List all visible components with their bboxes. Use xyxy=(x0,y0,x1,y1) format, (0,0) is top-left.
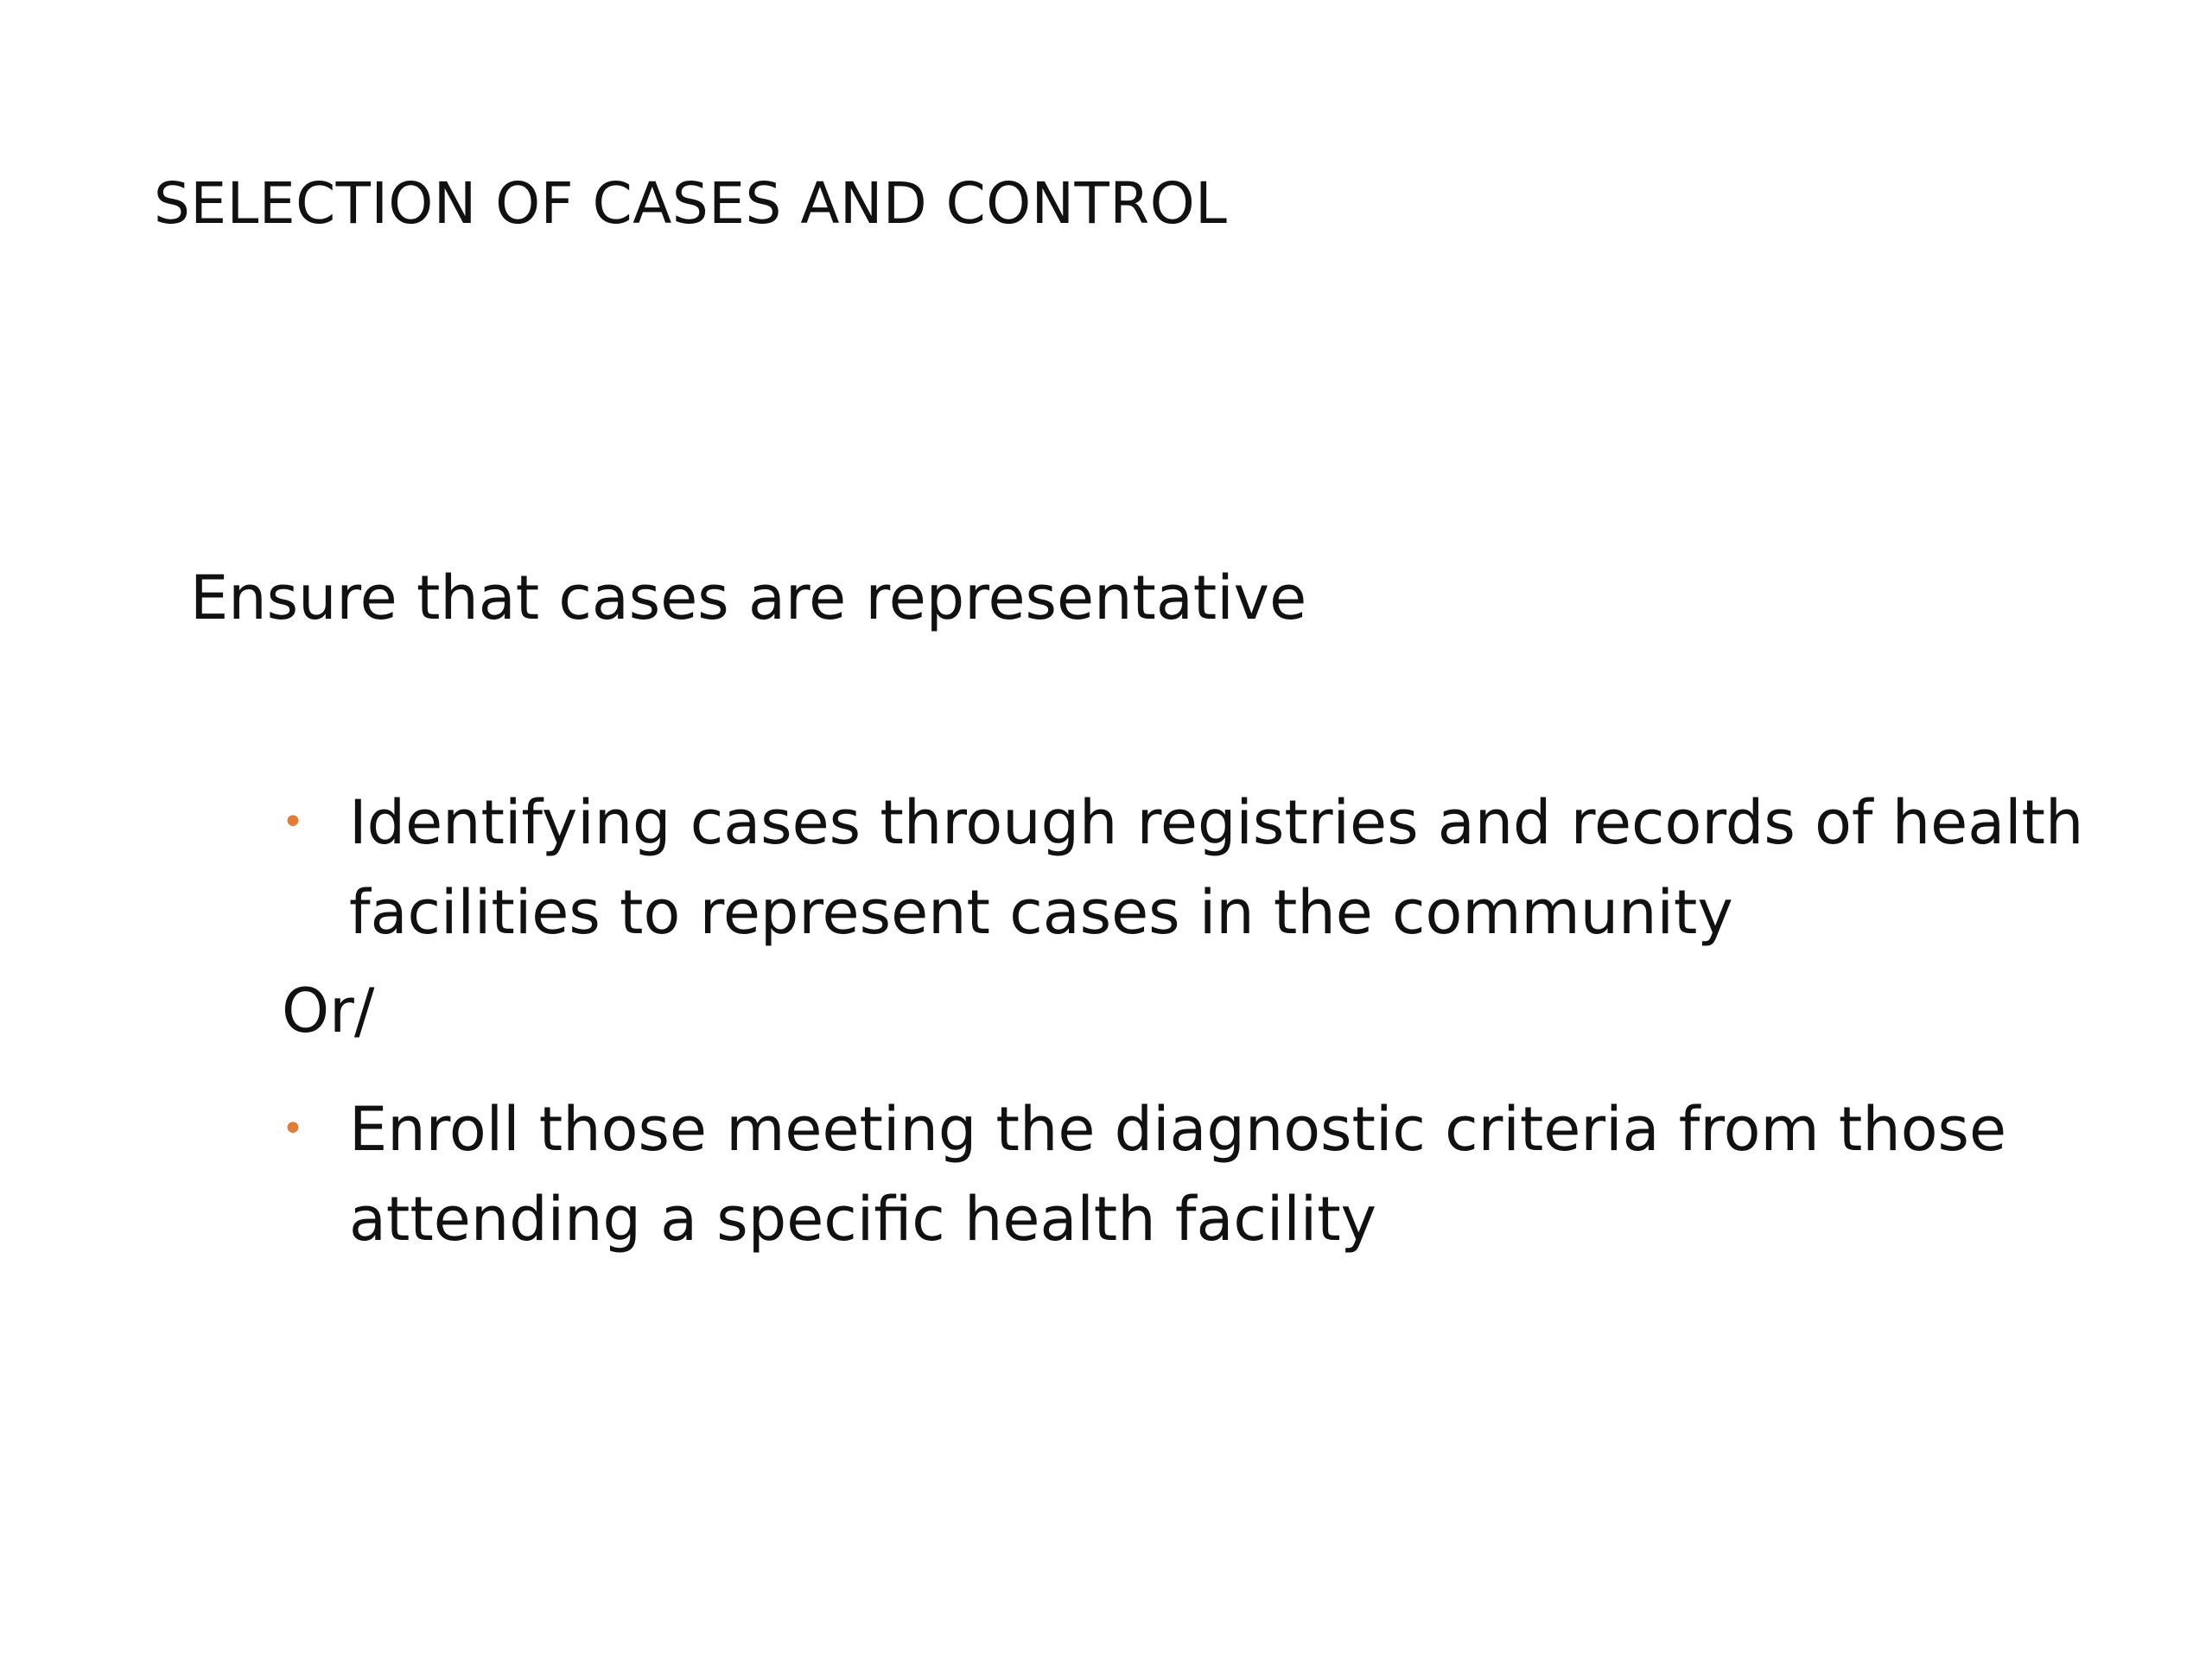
bullet-text: Enroll those meeting the diagnostic criteria from those attending a specific health facility xyxy=(349,1094,2007,1255)
bullet-dot-icon: • xyxy=(282,1107,304,1151)
slide-title: SELECTION OF CASES AND CONTROL xyxy=(154,170,1228,237)
lead-statement: Ensure that cases are representative xyxy=(190,563,1307,633)
bullet-item-1 xyxy=(282,778,2113,957)
bullet-text: Identifying cases through registries and records of health facilities to represent cases in the community xyxy=(349,787,2084,948)
bullet-dot-icon: • xyxy=(282,800,304,844)
bullet-item-2 xyxy=(282,1084,2113,1264)
or-separator: Or/ xyxy=(282,976,375,1046)
